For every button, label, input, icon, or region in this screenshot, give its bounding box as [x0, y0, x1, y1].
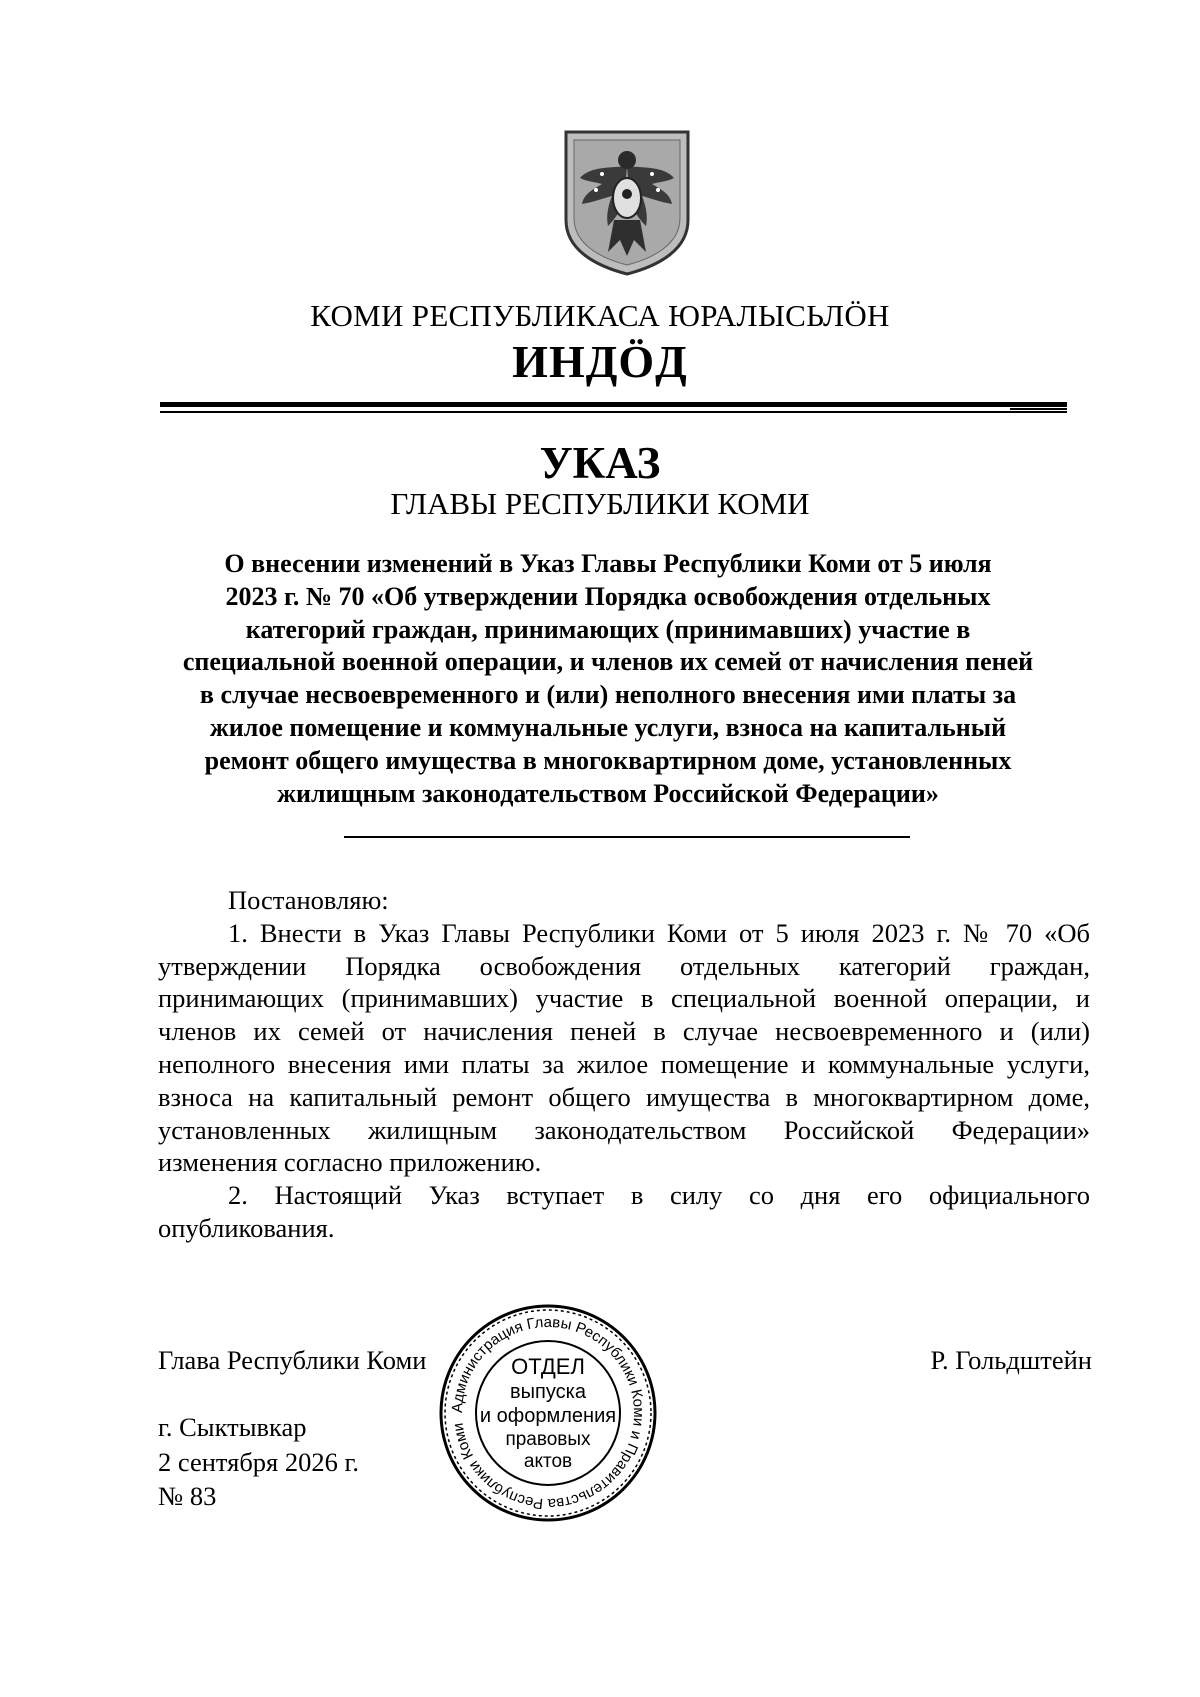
signatory-name: Р. Гольдштейн — [930, 1345, 1092, 1375]
stamp-line: актов — [523, 1451, 573, 1472]
subject-line: ремонт общего имущества в многоквартирном доме, установленных — [204, 745, 1012, 775]
subject-line: категорий граждан, принимающих (принимавших) участие в — [245, 614, 971, 644]
official-stamp — [436, 1302, 660, 1524]
signatory-position: Глава Республики Коми — [158, 1345, 427, 1375]
place-date-block — [158, 1410, 359, 1514]
subject-line: 2023 г. № 70 «Об утверждении Порядка освобождения отдельных — [225, 581, 991, 611]
preamble: Постановляю: — [228, 885, 389, 915]
paragraph-2: 2. Настоящий Указ вступает в силу со дня его официального опубликования. — [158, 1180, 1090, 1243]
document-number: № 83 — [158, 1481, 217, 1511]
subject-line: О внесении изменений в Указ Главы Республики Коми от 5 июля — [224, 549, 992, 578]
paragraph-1: 1. Внести в Указ Главы Республики Коми от 5 июля 2023 г. № 70 «Об утверждении Порядка освобождения отдельных категорий граждан, принимающих (принимавших) участие в специальной военной операции, и членов их семей от начисления пеней в случае несвоевременного и (или) неполного внесения ими платы за жилое помещение и коммунальные услуги, взноса на капитальный ремонт общего имущества в многоквартирном доме, установленных жилищным законодательством Российской Федерации» изменения согласно приложению. — [158, 917, 1090, 1178]
document-type: УКАЗ — [539, 438, 661, 488]
org-word: ИНДӦД — [512, 336, 688, 387]
subject-divider — [344, 836, 910, 838]
stamp-line: и оформления — [479, 1405, 617, 1427]
header-rule-thick — [160, 402, 1067, 407]
stamp-line: выпуска — [510, 1381, 586, 1403]
stamp-ring-text: Администрация Главы Республики Коми и Правительства Республики Коми — [448, 1313, 648, 1513]
document-issuer: ГЛАВЫ РЕСПУБЛИКИ КОМИ — [390, 486, 810, 521]
header-rule-thin — [160, 411, 1067, 413]
header-rule-accent — [1010, 408, 1067, 410]
komi-republic-coat-of-arms-icon — [562, 128, 692, 276]
org-name: КОМИ РЕСПУБЛИКАСА ЮРАЛЫСЬЛӦН — [310, 298, 890, 333]
subject-line: жилое помещение и коммунальные услуги, взноса на капитальный — [209, 712, 1007, 742]
place: г. Сыктывкар — [158, 1412, 307, 1442]
date: 2 сентября 2026 г. — [158, 1446, 360, 1477]
document-subject — [152, 548, 1064, 810]
stamp-line: правовых — [505, 1429, 591, 1450]
subject-line: специальной военной операции, и членов их семей от начисления пеней — [182, 647, 1034, 677]
document-body — [158, 884, 1090, 1245]
subject-line: жилищным законодательством Российской Федерации» — [277, 778, 939, 808]
stamp-line: ОТДЕЛ — [511, 1354, 585, 1379]
subject-line: в случае несвоевременного и (или) неполного внесения ими платы за — [199, 680, 1017, 710]
